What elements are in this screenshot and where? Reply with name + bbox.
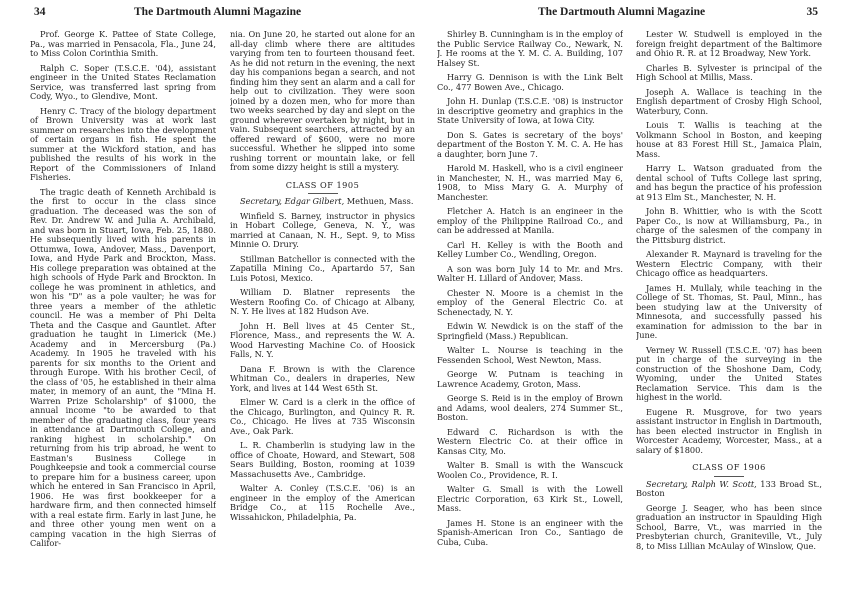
secretary-place: Methuen, Mass. [346, 196, 414, 206]
paragraph: The tragic death of Kenneth Archibald is the first to occur in the class since graduation. The deceased was the son of Rev. Dr. Andrew W. and Julia A. Archibald, and was born in Stuart, Iowa, Feb. 25, 1880. He subsequently lived with his parents in Ottumwa, Iowa, Andover, Mass., Davenport, Iowa, and Hyde Park and Brockton, Mass. His college preparation was obtained at the high schools of Hyde Park and Brockton. In college he was prominent in athletics, and won his "D" as a pole vaulter; he was for three years a member of the athletic council. He was a member of Phi Delta Theta and the Casque and Gauntlet. After graduation he taught in Limerick (Me.) Academy and in Mercersburg (Pa.) Academy. In 1905 he traveled with his parents for six months to the Orient and through Europe. With his brother Cecil, of the class of '05, he established in their alma mater, in memory of an aunt, the "Mina H. Warren Prize Scholarship" of $1000, the annual income "to be awarded to that member of the graduating class, four years in attendance at Dartmouth College, and ranking highest in scholarship." On returning from his trip abroad, he went to Eastman's Business College in Poughkeepsie and took a commercial course to prepare him for a business career, upon which he entered in San Francisco in April, 1906. He was first bookkeeper for a hardware firm, and then connected himself with a real estate firm. Early in last June, he and three other young men went on a camping vacation in the high Sierras of Califor- [30, 186, 216, 548]
right-running-title: The Dartmouth Alumni Magazine [538, 6, 706, 18]
paragraph: Carl H. Kelley is with the Booth and Kelley Lumber Co., Wendling, Oregon. [437, 239, 623, 259]
paragraph: Winfield S. Barney, instructor in physics in Hobart College, Geneva, N. Y., was married at Canaan, N. H., Sept. 9, to Miss Minnie O. Drury. [230, 210, 415, 249]
left-page-number: 34 [34, 6, 46, 18]
paragraph: Don S. Gates is secretary of the boys' department of the Boston Y. M. C. A. He has a daughter, born June 7. [437, 129, 623, 159]
paragraph: Walter L. Nourse is teaching in the Fessenden School, West Newton, Mass. [437, 345, 623, 365]
paragraph: Walter B. Small is with the Wanscuck Woolen Co., Providence, R. I. [437, 460, 623, 480]
paragraph: James H. Stone is an engineer with the Spanish-American Iron Co., Santiago de Cuba, Cuba. [437, 517, 623, 547]
paragraph: Fletcher A. Hatch is an engineer in the employ of the Philippine Railroad Co., and can be addressed at Manila. [437, 206, 623, 235]
paragraph: A son was born July 14 to Mr. and Mrs. Walter H. Lillard of Andover, Mass. [437, 263, 623, 283]
paragraph: William D. Blatner represents the Western Roofing Co. of Chicago at Albany, N. Y. He lives at 182 Hudson Ave. [230, 287, 415, 316]
secretary-place: 133 Broad St., Boston [636, 478, 822, 498]
secretary-label: Secretary, [240, 196, 283, 206]
paragraph: Alexander R. Maynard is traveling for the Western Electric Company, with their Chicago office as headquarters. [636, 249, 822, 278]
paragraph: Elmer W. Card is a clerk in the office of the Chicago, Burlington, and Quincy R. R. Co., Chicago. He lives at 735 Wisconsin Ave., Oak Park. [230, 397, 415, 436]
paragraph: Edward C. Richardson is with the Western Electric Co. at their office in Kansas City, Mo. [437, 426, 623, 456]
paragraph: John B. Whittier, who is with the Scott Paper Co., is now at Williamsburg, Pa., in charge of the salesmen of the company in the Pittsburg district. [636, 206, 822, 245]
paragraph: George W. Putnam is teaching in Lawrence Academy, Groton, Mass. [437, 369, 623, 389]
secretary-label: Secretary, [646, 478, 689, 489]
paragraph: Harry G. Dennison is with the Link Belt Co., 477 Bowen Ave., Chicago. [437, 72, 623, 92]
paragraph: John H. Dunlap (T.S.C.E. '08) is instructor in descriptive geometry and graphics in the State University of Iowa, at Iowa City. [437, 96, 623, 125]
section-rule [714, 476, 744, 477]
right-page-number: 35 [806, 6, 818, 18]
paragraph: George J. Seager, who has been since graduation an instructor in Spaulding High School, Barre, Vt., was married in the Presbyterian church, Graniteville, Vt., July 8, to Miss Lillian McAulay of Winslow, Que. [636, 502, 822, 551]
paragraph: Walter G. Small is with the Lowell Electric Corporation, 63 Kirk St., Lowell, Mass. [437, 484, 623, 513]
section-rule [308, 193, 338, 194]
paragraph: Walter A. Conley (T.S.C.E. '06) is an engineer in the employ of the American Bridge Co., at 115 Rochelle Ave., Wissahickon, Philadelphia, Pa. [230, 483, 415, 522]
paragraph: Harry L. Watson graduated from the dental school of Tufts College last spring, and has begun the practice of his profession at 913 Elm St., Manchester, N. H. [636, 163, 822, 202]
paragraph: L. R. Chamberlin is studying law in the office of Choate, Howard, and Stewart, 508 Sears Building, Boston, rooming at 1039 Massachusetts Ave., Cambridge. [230, 440, 415, 479]
paragraph: Shirley B. Cunningham is in the employ of the Public Service Railway Co., Newark, N. J. He rooms at the Y. M. C. A. Building, 107 Halsey St. [437, 30, 623, 68]
paragraph: Verney W. Russell (T.S.C.E. '07) has been put in charge of the surveying in the construction of the Shoshone Dam, Cody, Wyoming, under the United States Reclamation Service. This dam is the highest in the world. [636, 344, 822, 402]
paragraph: nia. On June 20, he started out alone for an all-day climb where there are altitudes varying from ten to fourteen thousand feet. As he did not return in the evening, the next day his companions began a search, and not finding him they sent an alarm and a call for help out to civilization. They were soon joined by a dozen men, who for more than two weeks searched by day and slept on the ground wherever overtaken by night, but in vain. Subsequent searchers, attracted by an offered reward of $600, were no more successful. Whether he slipped into some rushing torrent or mountain lake, or fell from some dizzy height is still a mystery. [230, 30, 415, 172]
paragraph: Stillman Batchellor is connected with the Zapatilla Mining Co., Apartardo 57, San Luis Potosi, Mexico. [230, 253, 415, 283]
secretary-name: Ralph W. Scott, [691, 478, 757, 489]
column-4 [636, 30, 822, 594]
paragraph: James H. Mullaly, while teaching in the College of St. Thomas, St. Paul, Minn., has been studying law at the University of Minnesota, and successfully passed his examination for admission to the bar in June. [636, 282, 822, 340]
column-3 [437, 30, 623, 594]
column-2 [230, 30, 415, 594]
paragraph: Harold M. Haskell, who is a civil engineer in Manchester, N. H., was married May 6, 1908, to Miss Mary G. A. Murphy of Manchester. [437, 163, 623, 202]
paragraph: Prof. George K. Pattee of State College, Pa., was married in Pensacola, Fla., June 24, to Miss Colon Corinthia Smith. [30, 30, 216, 58]
left-running-title: The Dartmouth Alumni Magazine [134, 6, 302, 18]
left-page-header [34, 6, 414, 22]
secretary-name: Edgar Gilbert, [284, 196, 345, 206]
column-1 [30, 30, 216, 594]
paragraph: Ralph C. Soper (T.S.C.E. '04), assistant engineer in the United States Reclamation Service, was transferred last spring from Cody, Wyo., to Glendive, Mont. [30, 62, 216, 101]
paragraph: Lester W. Studwell is employed in the foreign freight department of the Baltimore and Ohio R. R. at 12 Broadway, New York. [636, 30, 822, 58]
secretary-line [636, 480, 822, 499]
section-heading-1905: CLASS OF 1905 [285, 179, 360, 190]
paragraph: Joseph A. Wallace is teaching in the English department of Crosby High School, Waterbury, Conn. [636, 86, 822, 116]
paragraph: George S. Reid is in the employ of Brown and Adams, wool dealers, 274 Summer St., Boston. [437, 393, 623, 422]
paragraph: Eugene R. Musgrove, for two years assistant instructor in English in Dartmouth, has been elected instructor in English in Worcester Academy, Worcester, Mass., at a salary of $1800. [636, 406, 822, 455]
paragraph: Edwin W. Newdick is on the staff of the Springfield (Mass.) Republican. [437, 321, 623, 341]
paragraph: Chester N. Moore is a chemist in the employ of the General Electric Co. at Schenectady, N. Y. [437, 287, 623, 317]
right-page-header [448, 6, 818, 22]
secretary-line [230, 197, 415, 207]
paragraph: Charles B. Sylvester is principal of the High School at Millis, Mass. [636, 62, 822, 82]
paragraph: Louis T. Wallis is teaching at the Volkmann School in Boston, and keeping house at 83 Forest Hill St., Jamaica Plain, Mass. [636, 120, 822, 159]
section-heading-1906: CLASS OF 1906 [692, 462, 766, 472]
paragraph: Henry C. Tracy of the biology department of Brown University was at work last summer on researches into the development of certain organs in fish. He spent the summer at the Wickford station, and has published the results of his work in the Report of the Commissioners of Inland Fisheries. [30, 105, 216, 182]
paragraph: Dana F. Brown is with the Clarence Whitman Co., dealers in draperies, New York, and lives at 144 West 65th St. [230, 363, 415, 393]
paragraph: John H. Bell lives at 45 Center St., Florence, Mass., and represents the W. A. Wood Harvesting Machine Co. of Hoosick Falls, N. Y. [230, 320, 415, 359]
